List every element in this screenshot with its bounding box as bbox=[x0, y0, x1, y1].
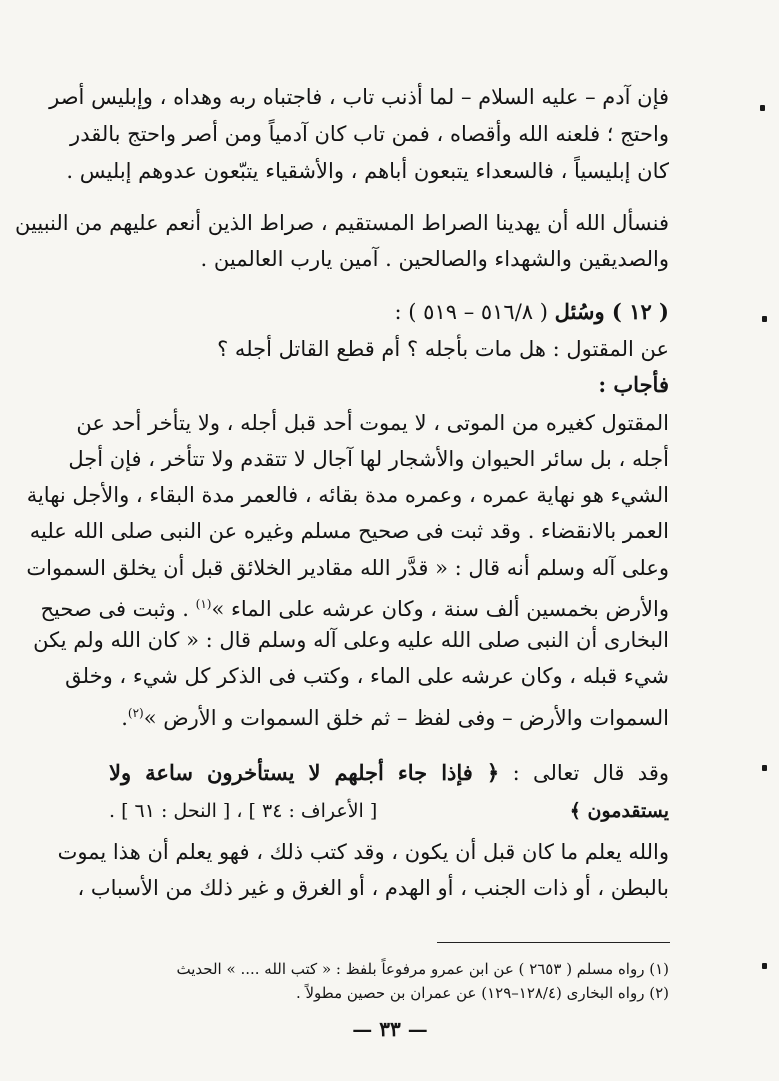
footnote-1: (١) رواه مسلم ( ٢٦٥٣ ) عن ابن عمرو مرفوعاً بلفظ : « كتب الله .... » الحديث bbox=[176, 960, 669, 978]
margin-mark bbox=[762, 316, 767, 322]
footnote-2: (٢) رواه البخارى (١٢٨/٤–١٢٩) عن عمران بن حصين مطولاً . bbox=[295, 984, 669, 1002]
verse-intro: وقد قال تعالى : bbox=[512, 761, 669, 785]
text-line: وعلى آله وسلم أنه قال : « قدَّر الله مقادير الخلائق قبل أن يخلق السموات bbox=[26, 556, 669, 580]
text-line: الشيء هو نهاية عمره ، وعمره مدة بقائه ، فالعمر مدة البقاء ، والأجل نهاية bbox=[26, 483, 669, 507]
verse-text-end: يستقدمون ﴾ bbox=[569, 800, 669, 822]
text-line: العمر بالانقضاء . وقد ثبت فى صحيح مسلم وغيره عن النبى صلى الله عليه bbox=[29, 519, 669, 543]
text-fragment: . وثبت فى صحيح bbox=[40, 597, 189, 621]
text-fragment: والأرض بخمسين ألف سنة ، وكان عرشه على الماء » bbox=[211, 597, 669, 621]
page-number: — ٣٣ — bbox=[352, 1017, 428, 1041]
question-number: ( ١٢ ) وسُئل bbox=[554, 299, 669, 324]
question-heading bbox=[109, 297, 669, 327]
text-line-with-footnote: السموات والأرض – وفى لفظ – ثم خلق السموات و الأرض »$^{(٢)}$. bbox=[121, 706, 669, 730]
text-line: والله يعلم ما كان قبل أن يكون ، وقد كتب ذلك ، فهو يعلم أن هذا يموت bbox=[57, 840, 669, 864]
text-line: أجله ، بل سائر الحيوان والأشجار لها آجال لا تتقدم ولا تتأخر ، فإن أجل bbox=[68, 447, 669, 471]
verse-references: [ الأعراف : ٣٤ ] ، [ النحل : ٦١ ] . bbox=[109, 800, 378, 822]
verse-line bbox=[109, 758, 669, 788]
text-line: كان إبليسياً ، فالسعداء يتبعون أباهم ، والأشقياء يتبّعون عدوهم إبليس . bbox=[66, 159, 669, 183]
footnote-ref: (١) bbox=[195, 597, 212, 611]
margin-mark bbox=[760, 105, 765, 111]
text-line: فنسأل الله أن يهدينا الصراط المستقيم ، صراط الذين أنعم عليهم من النبيين bbox=[15, 211, 669, 235]
text-line: البخارى أن النبى صلى الله عليه وعلى آله وسلم قال : « كان الله ولم يكن bbox=[33, 628, 669, 652]
footnote-ref: (٢) bbox=[127, 706, 144, 720]
answer-label: فأجاب : bbox=[598, 372, 669, 397]
text-line: المقتول كغيره من الموتى ، لا يموت أحد قبل أجله ، ولا يتأخر أحد عن bbox=[76, 411, 669, 435]
text-line: واحتج ؛ فلعنه الله وأقصاه ، فمن تاب كان آدمياً ومن أصر واحتج بالقدر bbox=[70, 122, 669, 146]
question-reference: ( ٥١٦/٨ – ٥١٩ ) : bbox=[394, 300, 548, 324]
text-fragment: السموات والأرض – وفى لفظ – ثم خلق السموات و الأرض » bbox=[143, 706, 669, 730]
text-line-with-footnote bbox=[40, 589, 669, 624]
text-line: والصديقين والشهداء والصالحين . آمين يارب العالمين . bbox=[200, 247, 669, 271]
question-text: عن المقتول : هل مات بأجله ؟ أم قطع القاتل أجله ؟ bbox=[217, 337, 669, 361]
footnote-divider bbox=[437, 942, 670, 943]
verse-text: ﴿ فإذا جاء أجلهم لا يستأخرون ساعة ولا bbox=[109, 760, 500, 785]
text-line: فإن آدم – عليه السلام – لما أذنب تاب ، فاجتباه ربه وهداه ، وإبليس أصر bbox=[49, 85, 669, 109]
text-line: بالبطن ، أو ذات الجنب ، أو الهدم ، أو الغرق و غير ذلك من الأسباب ، bbox=[77, 876, 669, 900]
verse-line-2 bbox=[109, 796, 669, 826]
text-line: شيء قبله ، وكان عرشه على الماء ، وكتب فى الذكر كل شيء ، وخلق bbox=[65, 664, 669, 688]
margin-mark bbox=[762, 765, 767, 771]
margin-mark bbox=[762, 963, 767, 969]
